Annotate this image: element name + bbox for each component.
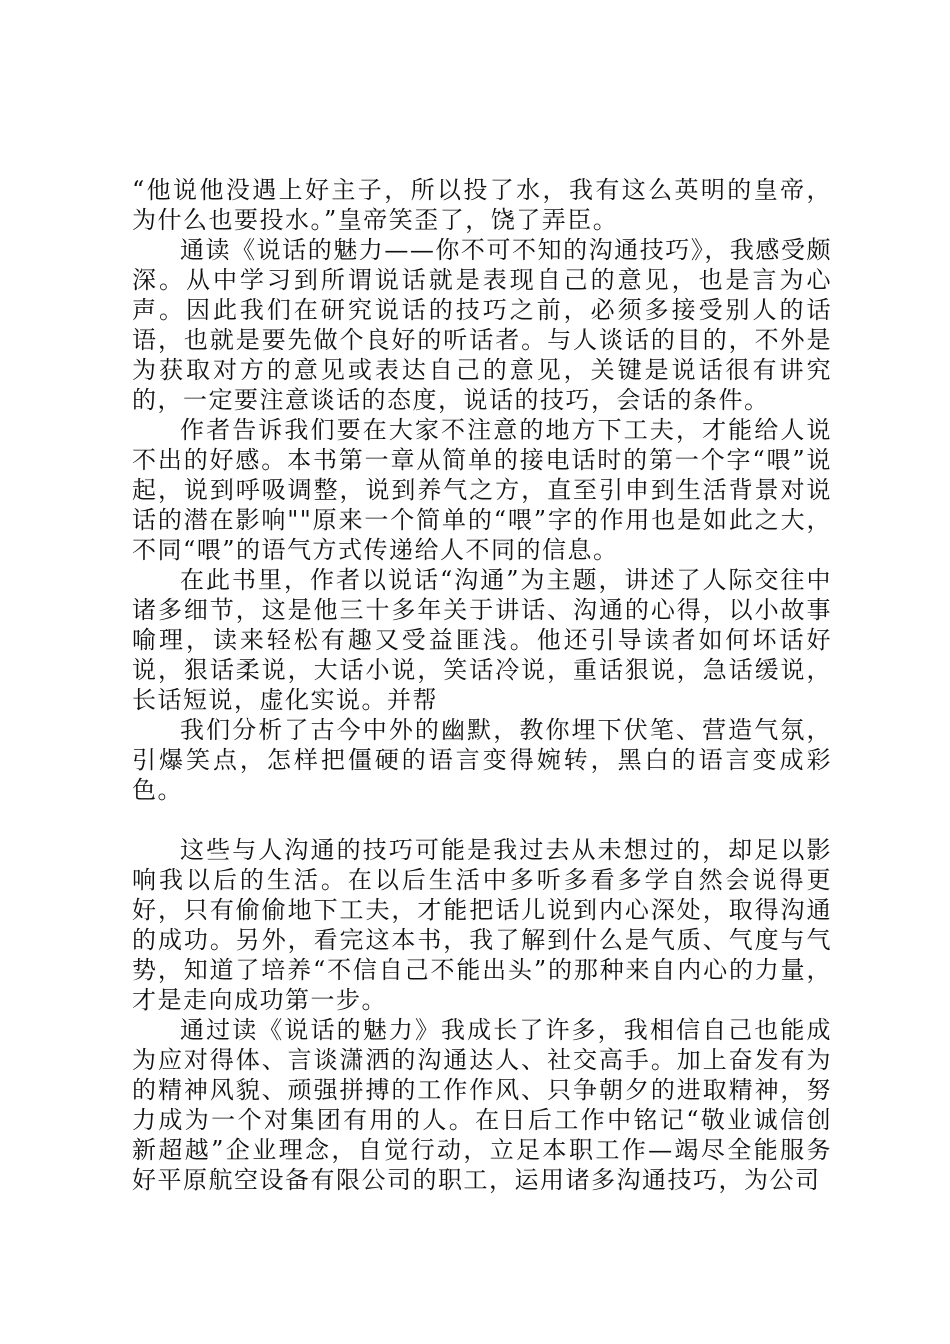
paragraph-5: 我们分析了古今中外的幽默，教你埋下伏笔、营造气氛，引爆笑点，怎样把僵硬的语言变得婉转，黑白的语言变成彩色。 [132,716,832,804]
blank-line [132,805,832,835]
document-body [132,175,832,1195]
paragraph-4: 在此书里，作者以说话“沟通”为主题，讲述了人际交往中诸多细节，这是他三十多年关于讲话、沟通的心得，以小故事喻理，读来轻松有趣又受益匪浅。他还引导读者如何坏话好说，狠话柔说，大话小说，笑话冷说，重话狠说，急话缓说，长话短说，虚化实说。并帮 [132,566,832,714]
paragraph-6: 这些与人沟通的技巧可能是我过去从未想过的，却足以影响我以后的生活。在以后生活中多听多看多学自然会说得更好，只有偷偷地下工夫，才能把话儿说到内心深处，取得沟通的成功。另外，看完这本书，我了解到什么是气质、气度与气势，知道了培养“不信自己不能出头”的那种来自内心的力量，才是走向成功第一步。 [132,836,832,1014]
paragraph-7: 通过读《说话的魅力》我成长了许多，我相信自己也能成为应对得体、言谈潇洒的沟通达人、社交高手。加上奋发有为的精神风貌、顽强拼搏的工作作风、只争朝夕的进取精神，努力成为一个对集团有用的人。在日后工作中铭记“敬业诚信创新超越”企业理念，自觉行动，立足本职工作—竭尽全能服务好平原航空设备有限公司的职工，运用诸多沟通技巧，为公司 [132,1016,832,1194]
paragraph-1: “他说他没遇上好主子，所以投了水，我有这么英明的皇帝，为什么也要投水。”皇帝笑歪了，饶了弄臣。 [132,176,832,234]
paragraph-2: 通读《说话的魅力——你不可不知的沟通技巧》，我感受颇深。从中学习到所谓说话就是表现自己的意见，也是言为心声。因此我们在研究说话的技巧之前，必须多接受别人的话语，也就是要先做个良好的听话者。与人谈话的目的，不外是为获取对方的意见或表达自己的意见，关键是说话很有讲究的，一定要注意谈话的态度，说话的技巧，会话的条件。 [132,236,832,414]
paragraph-3: 作者告诉我们要在大家不注意的地方下工夫，才能给人说不出的好感。本书第一章从简单的接电话时的第一个字“喂”说起，说到呼吸调整，说到养气之方，直至引申到生活背景对说话的潜在影响""原来一个简单的“喂”字的作用也是如此之大，不同“喂”的语气方式传递给人不同的信息。 [132,416,832,564]
